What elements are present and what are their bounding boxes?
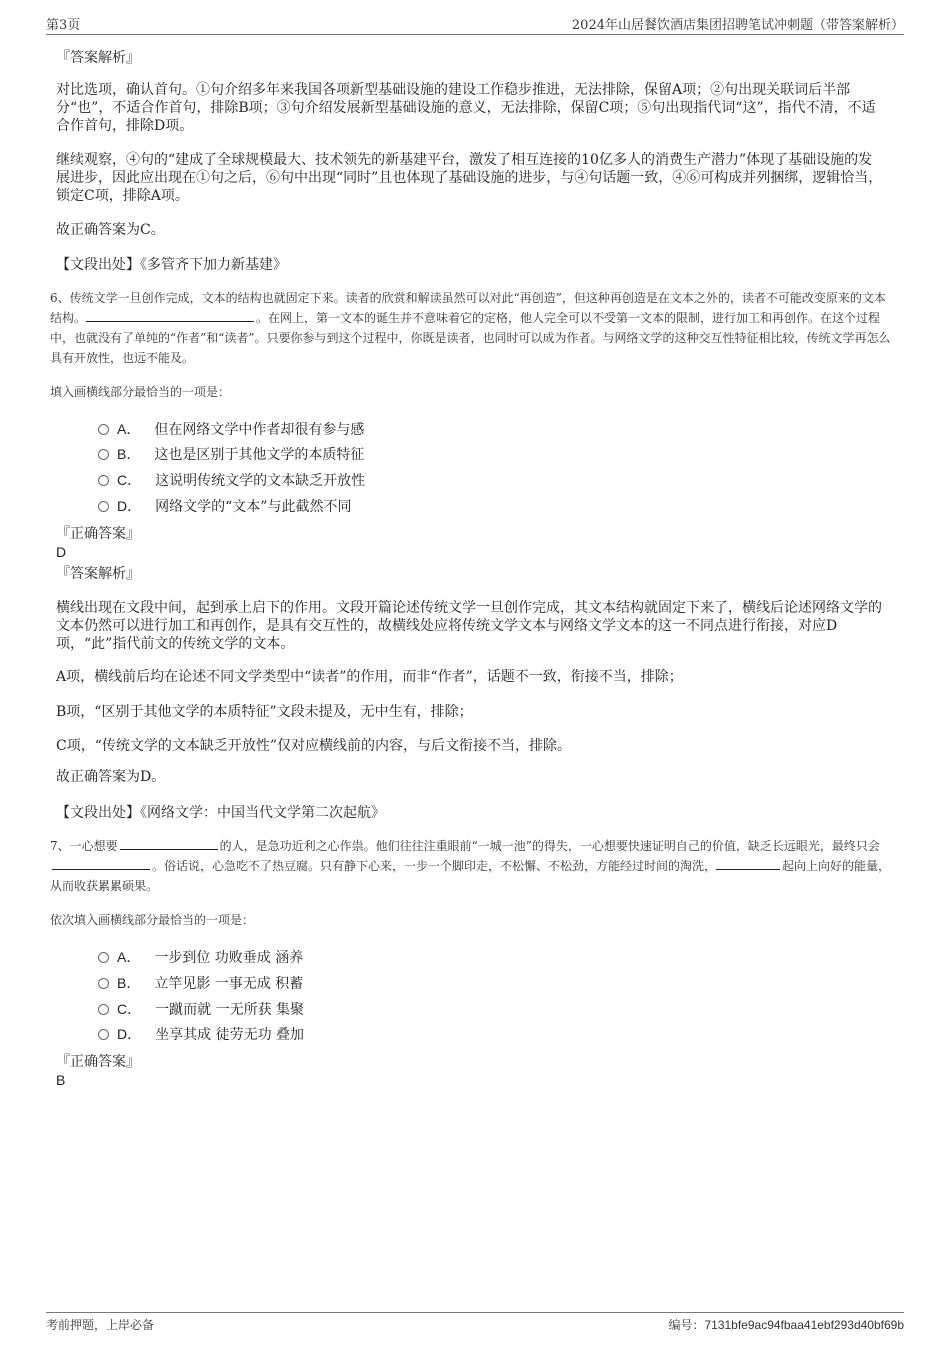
serial-label: 编号： xyxy=(668,1318,705,1332)
q5-conclusion: 故正确答案为C。 xyxy=(56,222,165,238)
q6-analysis-paragraph-1: 横线出现在文段中间，起到承上启下的作用。文段开篇论述传统文学一旦创作完成，其文本结构就固定下来了，横线后论述网络文学的文本仍然可以进行加工和再创作，是具有交互性的，故横线处应将传统文学文本与网络文学文本的这一不同点进行衔接，对应D项，“此”指代前文的传统文学的文本。 xyxy=(56,600,882,652)
q5-analysis-label: 『答案解析』 xyxy=(56,50,140,66)
q7-stem-part-1: 7、一心想要 xyxy=(50,839,118,853)
q7-option-a[interactable]: A． 一步到位 功败垂成 涵养 xyxy=(98,948,303,967)
q7-option-c[interactable]: C． 一蹴而就 一无所获 集聚 xyxy=(98,1000,304,1019)
radio-icon[interactable] xyxy=(98,1029,109,1040)
radio-icon[interactable] xyxy=(98,475,109,486)
q6-stem-part-1: 6、传统文学一旦创作完成，文本的结构也就固定下来。读者的欣赏和解读虽然可以对此“再创造”，但这种再创造是在文本之外的，读者不可能改变原来的文本结构。 xyxy=(50,291,886,325)
radio-icon[interactable] xyxy=(98,1004,109,1015)
q6-option-c-text: 这说明传统文学的文本缺乏开放性 xyxy=(155,473,366,489)
q7-stem-part-3: 。俗话说，心急吃不了热豆腐。只有静下心来，一步一个脚印走，不松懈、不松劲，方能经过时间的淘洗， xyxy=(152,859,717,873)
q6-analysis-label: 『答案解析』 xyxy=(56,566,140,582)
q7-option-d[interactable]: D． 坐享其成 徒劳无功 叠加 xyxy=(98,1025,304,1044)
q6-option-d-text: 网络文学的“文本”与此截然不同 xyxy=(155,499,352,515)
q7-blank-3 xyxy=(716,857,780,870)
q6-option-b-text: 这也是区别于其他文学的本质特征 xyxy=(154,447,365,463)
q6-option-b[interactable]: B． 这也是区别于其他文学的本质特征 xyxy=(98,445,364,464)
q6-answer-label: 『正确答案』 xyxy=(56,526,140,542)
q7-option-a-text: 一步到位 功败垂成 涵养 xyxy=(154,950,304,966)
q7-answer-label: 『正确答案』 xyxy=(56,1054,140,1070)
footer-slogan: 考前押题，上岸必备 xyxy=(46,1318,155,1332)
q6-option-a-text: 但在网络文学中作者却很有参与感 xyxy=(154,422,365,438)
q6-prompt: 填入画横线部分最恰当的一项是： xyxy=(50,385,231,399)
q7-stem xyxy=(50,836,892,896)
q6-analysis-paragraph-2: A项，横线前后均在论述不同文学类型中“读者”的作用，而非“作者”，话题不一致，衔接不当，排除； xyxy=(56,669,683,685)
q7-option-d-text: 坐享其成 徒劳无功 叠加 xyxy=(155,1027,305,1043)
q6-stem xyxy=(50,288,892,368)
q7-stem-part-2: 的人，是急功近利之心作祟。他们往往注重眼前“一城一池”的得失，一心想要快速证明自己的价值，缺乏长远眼光，最终只会 xyxy=(219,839,880,853)
q7-option-c-text: 一蹴而就 一无所获 集聚 xyxy=(155,1002,305,1018)
q6-answer: D xyxy=(56,544,67,560)
q6-option-c[interactable]: C． 这说明传统文学的文本缺乏开放性 xyxy=(98,471,365,490)
q5-analysis-paragraph-1: 对比选项，确认首句。①句介绍多年来我国各项新型基础设施的建设工作稳步推进，无法排除，保留A项；②句出现关联词后半部分“也”，不适合作首句，排除B项；③句介绍发展新型基础设施的意义，无法排除，保留C项；⑤句出现指代词“这”，指代不清，不适合作首句，排除D项。 xyxy=(56,82,876,134)
page-header xyxy=(46,14,904,35)
q7-option-b[interactable]: B． 立竿见影 一事无成 积蓄 xyxy=(98,974,303,993)
document-serial xyxy=(668,1316,904,1333)
q7-stem-part-4: 起向上向好的能量，从而收获累累硕果。 xyxy=(50,859,891,893)
q5-analysis-paragraph-2: 继续观察，④句的“建成了全球规模最大、技术领先的新基建平台，激发了相互连接的10亿多人的消费生产潜力”体现了基础设施的发展进步，因此应出现在①句之后，⑥句中出现“同时”且也体现了基础设施的进步，与④句话题一致，④⑥可构成并列捆绑，逻辑恰当，锁定C项，排除A项。 xyxy=(56,152,883,204)
q6-option-d[interactable]: D． 网络文学的“文本”与此截然不同 xyxy=(98,497,351,516)
radio-icon[interactable] xyxy=(98,978,109,989)
radio-icon[interactable] xyxy=(98,424,109,435)
q7-prompt: 依次填入画横线部分最恰当的一项是： xyxy=(50,913,255,927)
q6-conclusion: 故正确答案为D。 xyxy=(56,769,166,785)
q6-analysis-paragraph-3: B项，“区别于其他文学的本质特征”文段未提及，无中生有，排除； xyxy=(56,704,473,720)
radio-icon[interactable] xyxy=(98,449,109,460)
q7-answer: B xyxy=(56,1072,66,1088)
document-title: 2024年山居餐饮酒店集团招聘笔试冲刺题（带答案解析） xyxy=(571,18,904,33)
q6-source: 【文段出处】《网络文学：中国当代文学第二次起航》 xyxy=(56,805,385,821)
q6-option-a[interactable]: A． 但在网络文学中作者却很有参与感 xyxy=(98,420,364,439)
q7-blank-2 xyxy=(52,857,150,870)
q6-analysis-paragraph-4: C项，“传统文学的文本缺乏开放性”仅对应横线前的内容，与后文衔接不当，排除。 xyxy=(56,738,572,754)
radio-icon[interactable] xyxy=(98,952,109,963)
q7-option-b-text: 立竿见影 一事无成 积蓄 xyxy=(154,976,304,992)
q6-blank xyxy=(86,309,254,322)
q7-blank-1 xyxy=(120,837,218,850)
q5-source: 【文段出处】《多管齐下加力新基建》 xyxy=(56,257,287,273)
page-number: 第3页 xyxy=(46,18,81,33)
q6-stem-part-2: 。在网上，第一文本的诞生并不意味着它的定格，他人完全可以不受第一文本的限制，进行加工和再创作。在这个过程中，也就没有了单纯的“作者”和“读者”。只要你参与到这个过程中，你既是读者，也同时可以成为作者。与网络文学的这种交互性特征相比较，传统文学再怎么具有开放性，也远不能及。 xyxy=(50,311,891,365)
serial-number: 7131bfe9ac94fbaa41ebf293d40bf69b xyxy=(704,1318,904,1332)
page-footer xyxy=(46,1312,904,1334)
radio-icon[interactable] xyxy=(98,501,109,512)
